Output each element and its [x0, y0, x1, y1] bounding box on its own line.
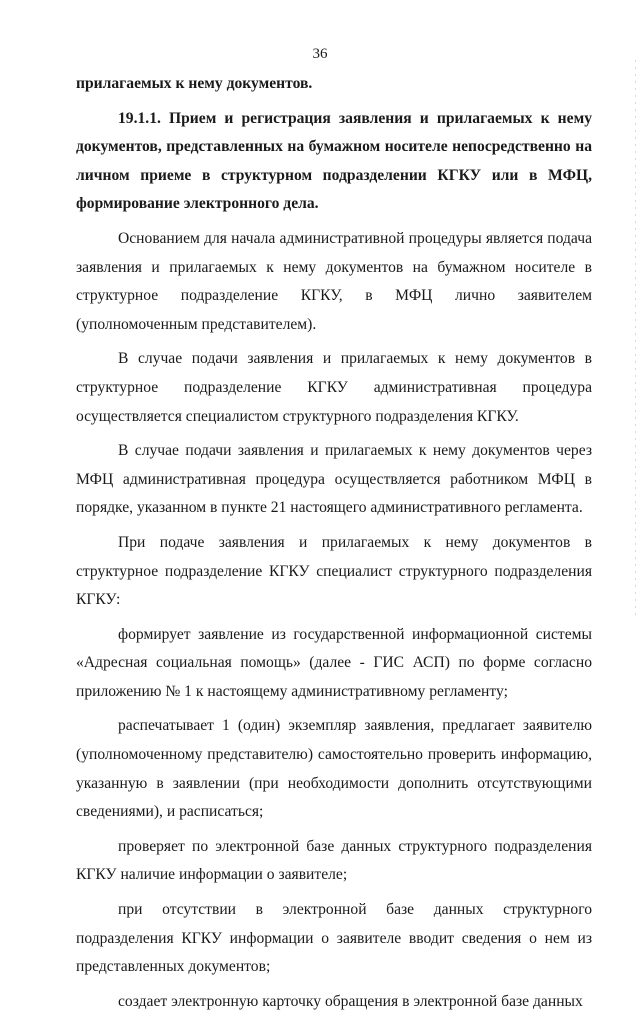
list-item-checks-database: проверяет по электронной базе данных структурного подразделения КГКУ наличие информации о заявителе; — [76, 837, 592, 884]
scan-edge-artifact — [635, 60, 636, 620]
paragraph-mfc-submission: В случае подачи заявления и прилагаемых к нему документов через МФЦ административная процедура осуществляется работником МФЦ в порядке, указанном в пункте 21 настоящего административного регламента. — [76, 442, 592, 517]
list-item-forms-application: формирует заявление из государственной информационной системы «Адресная социальная помощь» (далее - ГИС АСП) по форме согласно приложению № 1 к настоящему административному регламенту; — [76, 625, 592, 700]
document-body — [76, 70, 592, 1022]
page-number: 36 — [312, 46, 328, 62]
section-heading-19-1-1: 19.1.1. Прием и регистрация заявления и прилагаемых к нему документов, представленных на бумажном носителе непосредственно на личном приеме в структурном подразделении КГКУ или в МФЦ, формирование электронного дела. — [76, 109, 592, 213]
list-item-enters-data: при отсутствии в электронной базе данных структурного подразделения КГКУ информации о заявителе вводит сведения о нем из представленных документов; — [76, 901, 592, 976]
continued-heading: прилагаемых к нему документов. — [76, 75, 313, 92]
paragraph-specialist-actions: При подаче заявления и прилагаемых к нему документов в структурное подразделение КГКУ специалист структурного подразделения КГКУ: — [76, 533, 592, 609]
paragraph-kgku-submission: В случае подачи заявления и прилагаемых к нему документов в структурное подразделение КГКУ административная процедура осуществляется специалистом структурного подразделения КГКУ. — [76, 350, 592, 425]
paragraph-basis: Основанием для начала административной процедуры является подача заявления и прилагаемых к нему документов на бумажном носителе в структурное подразделение КГКУ, в МФЦ лично заявителем (уполномоченным представителем). — [76, 229, 592, 333]
list-item-prints-application: распечатывает 1 (один) экземпляр заявления, предлагает заявителю (уполномоченному представителю) самостоятельно проверить информацию, указанную в заявлении (при необходимости дополнить отсутствующими сведениями), и расписаться; — [76, 717, 592, 821]
list-item-creates-card: создает электронную карточку обращения в электронной базе данных — [118, 992, 583, 1010]
